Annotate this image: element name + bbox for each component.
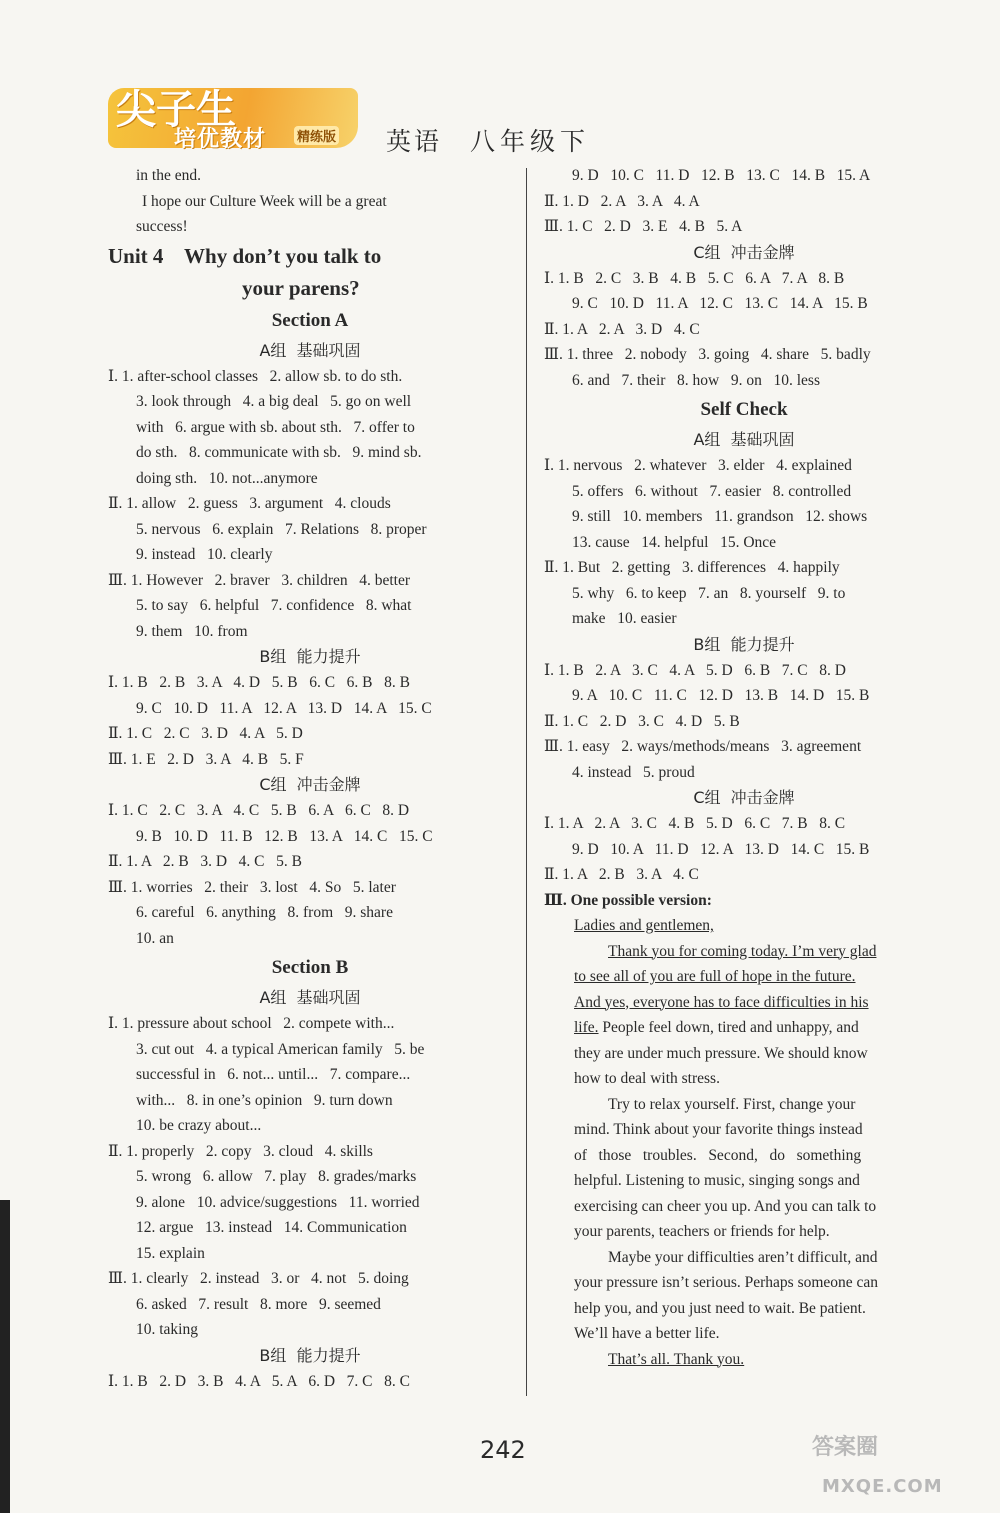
essay-heading: Ⅲ. One possible version:: [544, 891, 712, 909]
group-title: A组 基础巩固: [693, 430, 795, 449]
answer-line: 6. asked 7. result 8. more 9. seemed: [136, 1295, 381, 1313]
right-column: [544, 163, 944, 1372]
answer-line: Ⅱ. 1. C 2. D 3. C 4. D 5. B: [544, 712, 740, 730]
book-logo: [108, 87, 358, 152]
essay-line: exercising can cheer you up. And you can talk to: [574, 1197, 877, 1215]
answer-line: do sth. 8. communicate with sb. 9. mind sb.: [136, 444, 422, 461]
watermark-logo: 答案圈: [812, 1435, 879, 1460]
answer-line: 9. them 10. from: [136, 622, 248, 640]
answer-line: with 6. argue with sb. about sth. 7. offer to: [136, 418, 415, 436]
grade-label: 八年级下: [470, 127, 591, 156]
answer-line: Ⅲ. 1. easy 2. ways/methods/means 3. agreement: [544, 738, 862, 755]
answer-line: Ⅱ. 1. C 2. C 3. D 4. A 5. D: [108, 725, 303, 742]
logo-subtitle: 培优教材: [174, 127, 267, 152]
essay-line: how to deal with stress.: [574, 1070, 720, 1087]
group-title: B组 能力提升: [259, 647, 361, 666]
answer-line: 9. C 10. D 11. A 12. C 13. C 14. A 15. B: [572, 295, 868, 312]
scan-edge-shadow: [0, 1200, 10, 1513]
answer-line: Ⅲ. 1. C 2. D 3. E 4. B 5. A: [544, 218, 743, 235]
answer-line: Ⅱ. 1. allow 2. guess 3. argument 4. clouds: [108, 495, 391, 512]
group-title: C组 冲击金牌: [693, 788, 795, 807]
section-title: Section A: [271, 309, 349, 331]
answer-line: Ⅰ. 1. nervous 2. whatever 3. elder 4. explained: [544, 457, 852, 474]
essay-line: helpful. Listening to music, singing songs and: [574, 1172, 860, 1189]
section-title: Self Check: [700, 399, 788, 420]
essay-line: they are under much pressure. We should know: [574, 1044, 868, 1062]
logo-badge: 精练版: [294, 126, 339, 145]
answer-line: Ⅰ. 1. A 2. A 3. C 4. B 5. D 6. C 7. B 8. C: [544, 815, 846, 832]
answer-line: with... 8. in one’s opinion 9. turn down: [136, 1091, 393, 1109]
answer-line: 6. careful 6. anything 8. from 9. share: [136, 904, 393, 921]
essay-line: mind. Think about your favorite things instead: [574, 1121, 863, 1138]
group-title: C组 冲击金牌: [693, 242, 795, 262]
answer-line: Ⅰ. 1. pressure about school 2. compete with...: [108, 1015, 395, 1032]
group-title: A组 基础巩固: [259, 988, 361, 1007]
answer-line: 9. D 10. A 11. D 12. A 13. D 14. C 15. B: [572, 840, 870, 858]
essay-paragraph-start: Maybe your difficulties aren’t difficult, and: [608, 1248, 878, 1266]
answer-line: Ⅰ. 1. B 2. D 3. B 4. A 5. A 6. D 7. C 8. C: [108, 1372, 410, 1390]
answer-line: Ⅲ. 1. worries 2. their 3. lost 4. So 5. later: [108, 878, 396, 896]
answer-line: 15. explain: [136, 1244, 205, 1262]
essay-line: your pressure isn’t serious. Perhaps someone can: [574, 1274, 879, 1291]
answer-line: Ⅲ. 1. However 2. braver 3. children 4. better: [108, 571, 411, 589]
page-number: 242: [480, 1436, 526, 1464]
group-title: A组 基础巩固: [259, 340, 361, 360]
group-title: B组 能力提升: [693, 634, 795, 654]
answer-line: 9. still 10. members 11. grandson 12. shows: [572, 508, 868, 525]
logo-title: 尖子生: [116, 87, 236, 133]
group-title: B组 能力提升: [259, 1345, 361, 1365]
answer-line: Ⅱ. 1. D 2. A 3. A 4. A: [544, 192, 700, 210]
answer-line: 5. to say 6. helpful 7. confidence 8. what: [136, 597, 412, 614]
essay-underlined-line: to see all of you are full of hope in the future.: [574, 968, 856, 985]
answer-line: Ⅲ. 1. clearly 2. instead 3. or 4. not 5. doing: [108, 1270, 409, 1287]
answer-line: Ⅲ. 1. E 2. D 3. A 4. B 5. F: [108, 750, 304, 768]
answer-line: make 10. easier: [572, 610, 677, 627]
underlined-fragment: life.: [574, 1019, 599, 1036]
answer-line: Ⅲ. 1. three 2. nobody 3. going 4. share 5. badly: [544, 346, 871, 363]
section-title: Section B: [271, 957, 349, 978]
answer-line: 12. argue 13. instead 14. Communication: [136, 1219, 407, 1236]
answer-line: Ⅱ. 1. But 2. getting 3. differences 4. happily: [544, 559, 840, 576]
answer-line: in the end.: [136, 167, 201, 184]
answer-line: Ⅰ. 1. C 2. C 3. A 4. C 5. B 6. A 6. C 8. D: [108, 802, 410, 819]
answer-line: 9. C 10. D 11. A 12. A 13. D 14. A 15. C: [136, 699, 432, 717]
answer-line: Ⅱ. 1. A 2. B 3. D 4. C 5. B: [108, 853, 302, 870]
left-column: [108, 163, 512, 1394]
unit-title-cont: your parens?: [242, 275, 360, 300]
answer-line: doing sth. 10. not...anymore: [136, 469, 318, 487]
essay-underlined-line: Ladies and gentlemen,: [574, 917, 714, 934]
answer-line: 9. instead 10. clearly: [136, 546, 273, 563]
essay-line: [544, 1015, 944, 1041]
essay-line: help you, and you just need to wait. Be patient.: [574, 1299, 866, 1317]
answer-line: successful in 6. not... until... 7. compare...: [136, 1066, 411, 1083]
answer-line: 10. taking: [136, 1321, 198, 1338]
essay-underlined-line: And yes, everyone has to face difficulties in his: [574, 993, 869, 1011]
answer-line: 4. instead 5. proud: [572, 763, 695, 781]
essay-underlined-line: Thank you for coming today. I’m very glad: [608, 942, 877, 960]
answer-line: success!: [136, 218, 188, 235]
answer-line: Ⅰ. 1. B 2. C 3. B 4. B 5. C 6. A 7. A 8. B: [544, 269, 845, 287]
essay-line: your parents, teachers or friends for help.: [574, 1223, 830, 1240]
watermark-url: MXQE.COM: [822, 1476, 943, 1497]
subject-label: 英语: [386, 127, 443, 156]
answer-line: 9. B 10. D 11. B 12. B 13. A 14. C 15. C: [136, 827, 433, 845]
answer-line: 13. cause 14. helpful 15. Once: [572, 533, 777, 551]
answer-line: 5. wrong 6. allow 7. play 8. grades/marks: [136, 1168, 417, 1185]
answer-line: 9. alone 10. advice/suggestions 11. worried: [136, 1193, 420, 1211]
answer-line: Ⅰ. 1. B 2. A 3. C 4. A 5. D 6. B 7. C 8. D: [544, 661, 846, 679]
essay-underlined-line: That’s all. Thank you.: [608, 1350, 745, 1368]
column-divider: [526, 168, 527, 1396]
answer-line: 5. offers 6. without 7. easier 8. controlled: [572, 482, 852, 500]
essay-paragraph-start: Try to relax yourself. First, change your: [608, 1095, 856, 1113]
answer-line: Ⅰ. 1. B 2. B 3. A 4. D 5. B 6. C 6. B 8. B: [108, 674, 410, 691]
paragraph-line: I hope our Culture Week will be a great: [142, 192, 387, 210]
answer-line: 9. A 10. C 11. C 12. D 13. B 14. D 15. B: [572, 687, 870, 704]
answer-line: 10. be crazy about...: [136, 1117, 262, 1134]
answer-line: Ⅱ. 1. A 2. A 3. D 4. C: [544, 320, 700, 338]
page-header: [108, 82, 628, 157]
answer-line: 5. nervous 6. explain 7. Relations 8. proper: [136, 520, 427, 538]
answer-line: Ⅱ. 1. A 2. B 3. A 4. C: [544, 866, 699, 883]
answer-line: Ⅱ. 1. properly 2. copy 3. cloud 4. skills: [108, 1142, 373, 1160]
answer-line: 10. an: [136, 929, 174, 947]
line-fragment: People feel down, tired and unhappy, and: [598, 1019, 859, 1036]
answer-line: 3. look through 4. a big deal 5. go on well: [136, 393, 412, 410]
answer-line: 6. and 7. their 8. how 9. on 10. less: [572, 371, 820, 389]
essay-line: We’ll have a better life.: [574, 1325, 720, 1342]
essay-line: of those troubles. Second, do something: [574, 1146, 862, 1164]
answer-line: 3. cut out 4. a typical American family 5. be: [136, 1040, 425, 1058]
answer-line: Ⅰ. 1. after-school classes 2. allow sb. to do sth.: [108, 367, 403, 385]
group-title: C组 冲击金牌: [259, 775, 361, 794]
answer-line: 9. D 10. C 11. D 12. B 13. C 14. B 15. A: [572, 167, 871, 184]
unit-title: Unit 4 Why don’t you talk to: [108, 243, 382, 268]
answer-line: 5. why 6. to keep 7. an 8. yourself 9. to: [572, 584, 846, 602]
